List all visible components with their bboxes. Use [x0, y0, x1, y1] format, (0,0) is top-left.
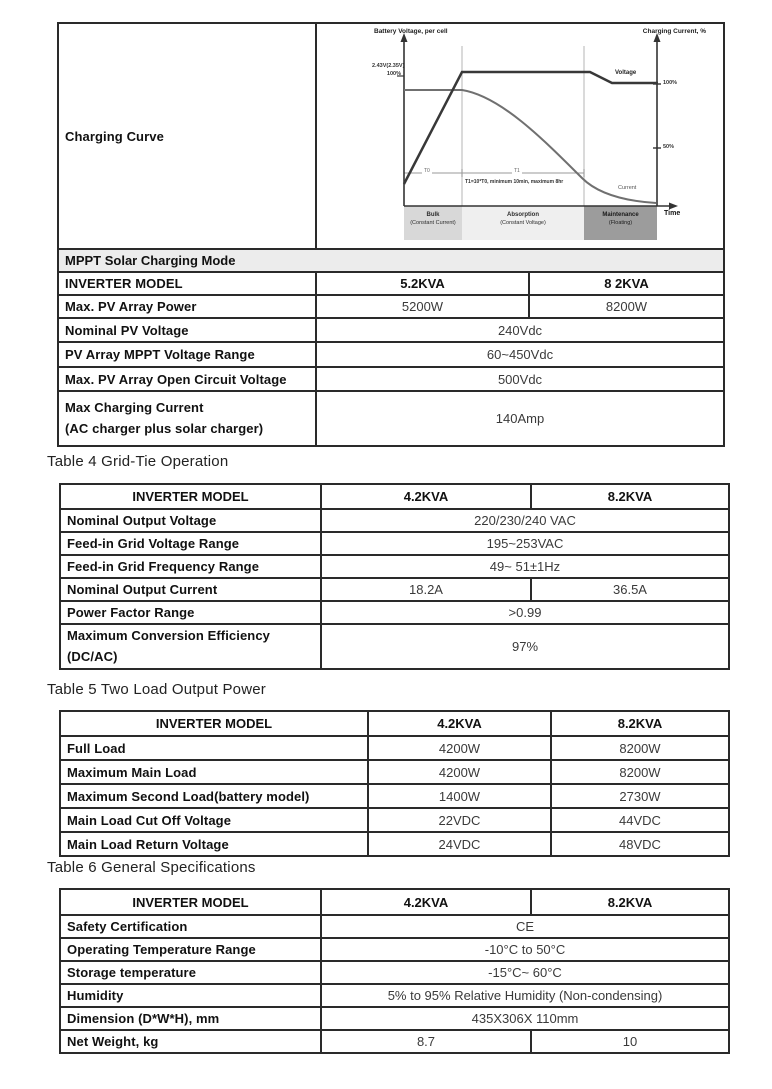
table-row [60, 915, 729, 938]
voltage-series-label: Voltage [615, 70, 637, 76]
table-row [58, 318, 724, 342]
t1-label: T1 [514, 168, 520, 174]
row-label: Maximum Main Load [60, 760, 368, 784]
mppt-solar-charging-table [57, 22, 725, 447]
row-label: INVERTER MODEL [60, 484, 321, 509]
row-label: Humidity [60, 984, 321, 1007]
cell-value: 8200W [529, 295, 724, 318]
cell-value: 4200W [368, 736, 551, 760]
table-row [60, 889, 729, 915]
bulk-phase-name: Bulk [426, 212, 440, 218]
row-label-line1: Maximum Conversion Efficiency [67, 628, 271, 644]
row-label-line1: Max Charging Current [65, 400, 204, 416]
row-label: Operating Temperature Range [60, 938, 321, 961]
row-label: Maximum Second Load(battery model) [60, 784, 368, 808]
left-tick-percent: 100% [386, 71, 401, 78]
cell-value: 8200W [551, 760, 729, 784]
table5-title: Table 5 Two Load Output Power [47, 681, 266, 698]
table-row [58, 272, 724, 295]
cell-value: 8200W [551, 736, 729, 760]
table-row [60, 532, 729, 555]
table-row [60, 808, 729, 832]
grid-tie-operation-table [59, 483, 730, 670]
cell-value: 2730W [551, 784, 729, 808]
cell-value: CE [321, 915, 729, 938]
cell-value: 4200W [368, 760, 551, 784]
table-row [58, 391, 724, 446]
table-row [58, 342, 724, 367]
time-axis-label: Time [664, 210, 681, 217]
maintenance-phase-sub: (Floating) [608, 219, 633, 226]
charging-curve-plot [372, 28, 712, 244]
cell-value: 195~253VAC [321, 532, 729, 555]
model-value-2: 8.2KVA [531, 889, 729, 915]
table-row [60, 938, 729, 961]
cell-value: 97% [321, 624, 729, 669]
section-header-row [58, 249, 724, 272]
cell-value: >0.99 [321, 601, 729, 624]
cell-value: 48VDC [551, 832, 729, 856]
row-label: Main Load Return Voltage [60, 832, 368, 856]
model-value-2: 8.2KVA [531, 484, 729, 509]
model-value-1: 4.2KVA [321, 889, 531, 915]
charging-curve-chart-cell [316, 23, 724, 249]
mppt-section-title: MPPT Solar Charging Mode [58, 249, 724, 272]
table6-title: Table 6 General Specifications [47, 859, 256, 876]
row-label-line2: (AC charger plus solar charger) [65, 420, 264, 436]
cell-value: 36.5A [531, 578, 729, 601]
row-label: INVERTER MODEL [60, 889, 321, 915]
cell-value: 220/230/240 VAC [321, 509, 729, 532]
cell-value: 435X306X 110mm [321, 1007, 729, 1030]
table-row [60, 601, 729, 624]
row-label: Feed-in Grid Voltage Range [60, 532, 321, 555]
charging-curve-chart [372, 28, 712, 244]
cell-value: -15°C~ 60°C [321, 961, 729, 984]
row-label: Max. PV Array Power [58, 295, 316, 318]
model-value-2: 8 2KVA [529, 272, 724, 295]
row-label [58, 391, 316, 446]
row-label [60, 624, 321, 669]
left-tick-voltage: 2.43V(2.35V) [372, 63, 405, 69]
time-annotation: T1=10*T0, minimum 10min, maximum 8hr [465, 179, 564, 185]
row-label: INVERTER MODEL [60, 711, 368, 736]
left-axis-tick [372, 62, 405, 79]
cell-value: 140Amp [316, 391, 724, 446]
cell-value: 10 [531, 1030, 729, 1053]
row-label-line2: (DC/AC) [67, 648, 118, 664]
table-row [60, 578, 729, 601]
table4-title: Table 4 Grid-Tie Operation [47, 453, 229, 470]
cell-value: 500Vdc [316, 367, 724, 391]
cell-value: 1400W [368, 784, 551, 808]
cell-value: 240Vdc [316, 318, 724, 342]
row-label: Nominal Output Current [60, 578, 321, 601]
row-label: Main Load Cut Off Voltage [60, 808, 368, 832]
row-label: Nominal PV Voltage [58, 318, 316, 342]
right-tick-50: 50% [663, 144, 675, 150]
row-label: INVERTER MODEL [58, 272, 316, 295]
cell-value: 5200W [316, 295, 529, 318]
table-row [60, 509, 729, 532]
cell-value: 49~ 51±1Hz [321, 555, 729, 578]
charging-curve-row [58, 23, 724, 249]
row-label: Net Weight, kg [60, 1030, 321, 1053]
right-tick-100: 100% [663, 80, 678, 86]
table-row [60, 711, 729, 736]
row-label: Dimension (D*W*H), mm [60, 1007, 321, 1030]
t0-label: T0 [424, 168, 430, 174]
cell-value: 60~450Vdc [316, 342, 724, 367]
two-load-output-table [59, 710, 730, 857]
row-label: Max. PV Array Open Circuit Voltage [58, 367, 316, 391]
cell-value: 44VDC [551, 808, 729, 832]
absorption-phase-name: Absorption [507, 212, 539, 218]
model-value-1: 5.2KVA [316, 272, 529, 295]
row-label: Power Factor Range [60, 601, 321, 624]
table-row [58, 367, 724, 391]
table-row [60, 484, 729, 509]
row-label: Feed-in Grid Frequency Range [60, 555, 321, 578]
row-label: Nominal Output Voltage [60, 509, 321, 532]
absorption-phase-sub: (Constant Voltage) [500, 219, 546, 226]
table-row [60, 1030, 729, 1053]
table-row [60, 1007, 729, 1030]
left-axis-title: Battery Voltage, per cell [374, 28, 448, 35]
cell-value: 24VDC [368, 832, 551, 856]
row-label: Storage temperature [60, 961, 321, 984]
table-row [60, 832, 729, 856]
table-row [60, 555, 729, 578]
cell-value: -10°C to 50°C [321, 938, 729, 961]
table-row [60, 624, 729, 669]
model-value-1: 4.2KVA [321, 484, 531, 509]
model-value-2: 8.2KVA [551, 711, 729, 736]
bulk-phase-sub: (Constant Current) [410, 219, 456, 226]
cell-value: 5% to 95% Relative Humidity (Non-condensing) [321, 984, 729, 1007]
table-row [60, 984, 729, 1007]
cell-value: 18.2A [321, 578, 531, 601]
table-row [60, 736, 729, 760]
table-row [60, 784, 729, 808]
cell-value: 8.7 [321, 1030, 531, 1053]
cell-value: 22VDC [368, 808, 551, 832]
table-row [60, 760, 729, 784]
maintenance-phase-name: Maintenance [602, 212, 639, 218]
row-label: Safety Certification [60, 915, 321, 938]
general-specifications-table [59, 888, 730, 1054]
table-row [60, 961, 729, 984]
table-row [58, 295, 724, 318]
charging-curve-label: Charging Curve [58, 23, 316, 249]
row-label: PV Array MPPT Voltage Range [58, 342, 316, 367]
right-axis-title: Charging Current, % [642, 28, 706, 35]
row-label: Full Load [60, 736, 368, 760]
model-value-1: 4.2KVA [368, 711, 551, 736]
current-series-label: Current [618, 185, 637, 191]
